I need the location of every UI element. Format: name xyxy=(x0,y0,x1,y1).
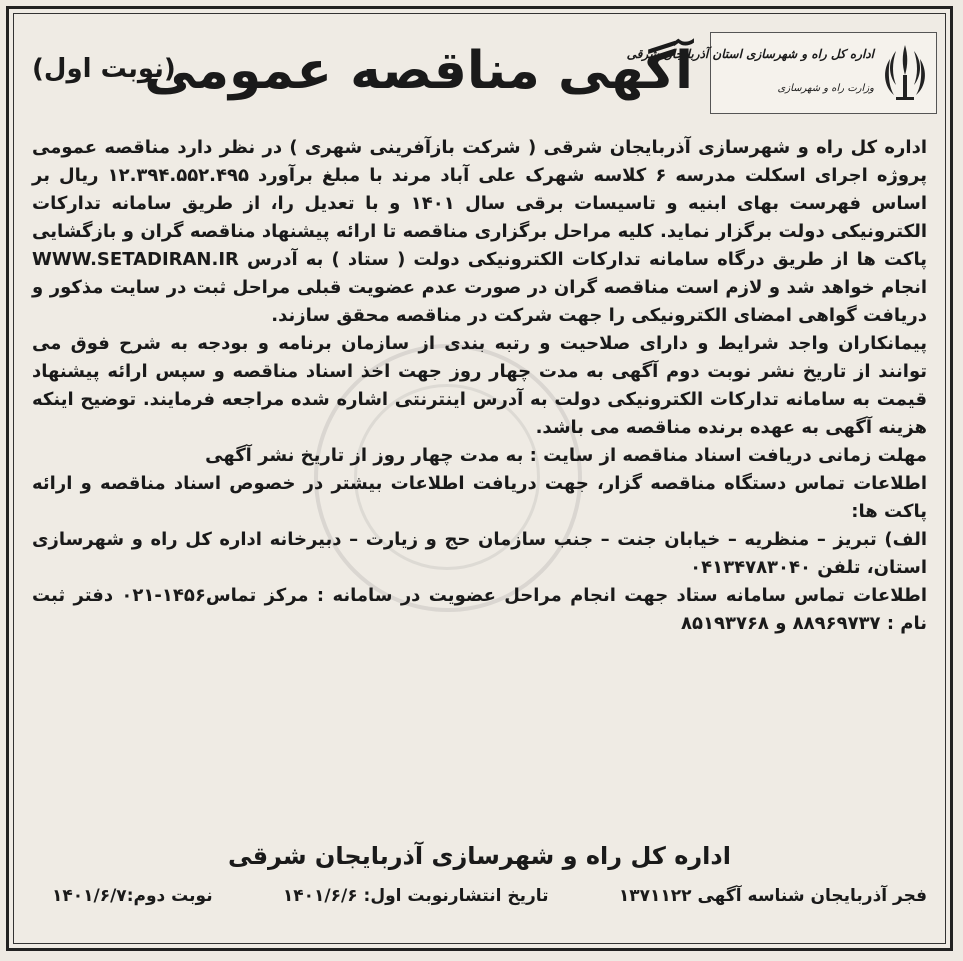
advertisement-frame xyxy=(13,13,946,944)
paragraph-address: الف) تبریز – منظریه – خیابان جنت – جنب سازمان حج و زیارت – دبیرخانه اداره کل راه و شهرسازی استان، تلفن ۰۴۱۳۴۷۸۳۰۴۰ xyxy=(32,529,927,578)
footer xyxy=(32,886,927,906)
paragraph-intro xyxy=(32,134,927,330)
turn-label: (نوبت اول) xyxy=(32,54,176,84)
footer-ad-id: فجر آذربایجان شناسه آگهی ۱۳۷۱۱۲۲ xyxy=(618,886,927,906)
setad-url-link[interactable]: WWW.SETADIRAN.IR xyxy=(32,249,239,270)
logo-text-org: اداره کل راه و شهرسازی استان آذربایجان شرقی xyxy=(626,47,874,61)
paragraph-intro-text: اداره کل راه و شهرسازی آذربایجان شرقی ( شرکت بازآفرینی شهری ) در نظر دارد مناقصه عمومی پروژه اجرای اسکلت مدرسه ۶ کلاسه شهرک علی آباد مرند با مبلغ برآورد ۱۲.۳۹۴.۵۵۲.۴۹۵ ریال بر اساس فهرست بهای ابنیه و تاسیسات برقی سال ۱۴۰۱ و با تعدیل را، از طریق سامانه تدارکات الکترونیکی دولت برگزار نماید. کلیه مراحل برگزاری مناقصه تا ارائه پیشنهاد مناقصه گران و بازگشایی پاکت ها از طریق درگاه سامانه تدارکات الکترونیکی دولت ( ستاد ) به آدرس xyxy=(32,137,927,270)
footer-second-publish-date: نوبت دوم:۱۴۰۱/۶/۷ xyxy=(52,886,213,906)
paragraph-deadline: مهلت زمانی دریافت اسناد مناقصه از سایت : به مدت چهار روز از تاریخ نشر آگهی xyxy=(205,445,927,466)
advertisement-body xyxy=(32,134,927,638)
iran-emblem-icon xyxy=(882,41,928,105)
paragraph-contractors: پیمانکاران واجد شرایط و دارای صلاحیت و رتبه بندی از سازمان برنامه و بودجه به شرح فوق می توانند از تاریخ نشر نوبت دوم آگهی به مدت چهار روز جهت اخذ اسناد مناقصه و سپس ارائه پیشنهاد قیمت به سامانه تدارکات الکترونیکی دولت به آدرس اینترنتی اشاره شده مراجعه فرمایند. توضیح اینکه هزینه آگهی به عهده برنده مناقصه می باشد. xyxy=(32,333,927,438)
paragraph-intro-end: انجام خواهد شد و لازم است مناقصه گران در صورت عدم عضویت قبلی مراحل ثبت در سایت مذکور و دریافت گواهی امضای الکترونیکی را جهت شرکت در مناقصه محقق سازند. xyxy=(32,277,927,326)
ministry-logo-box xyxy=(626,32,937,114)
page-title: آگهی مناقصه عمومی xyxy=(144,41,693,101)
signature-org: اداره کل راه و شهرسازی آذربایجان شرقی xyxy=(228,842,731,870)
paragraph-setad-contact: اطلاعات تماس سامانه ستاد جهت انجام مراحل عضویت در سامانه : مرکز تماس۱۴۵۶-۰۲۱ دفتر ثبت نام : ۸۸۹۶۹۷۳۷ و ۸۵۱۹۳۷۶۸ xyxy=(32,585,927,634)
paragraph-contact-heading: اطلاعات تماس دستگاه مناقصه گزار، جهت دریافت اطلاعات بیشتر در خصوص اسناد مناقصه و ارائه پاکت ها: xyxy=(32,473,927,522)
header xyxy=(14,24,945,124)
logo-text-ministry: وزارت راه و شهرسازی xyxy=(777,83,874,94)
advertisement-sheet xyxy=(6,6,953,951)
footer-first-publish-date: تاریخ انتشارنوبت اول: ۱۴۰۱/۶/۶ xyxy=(282,886,549,906)
